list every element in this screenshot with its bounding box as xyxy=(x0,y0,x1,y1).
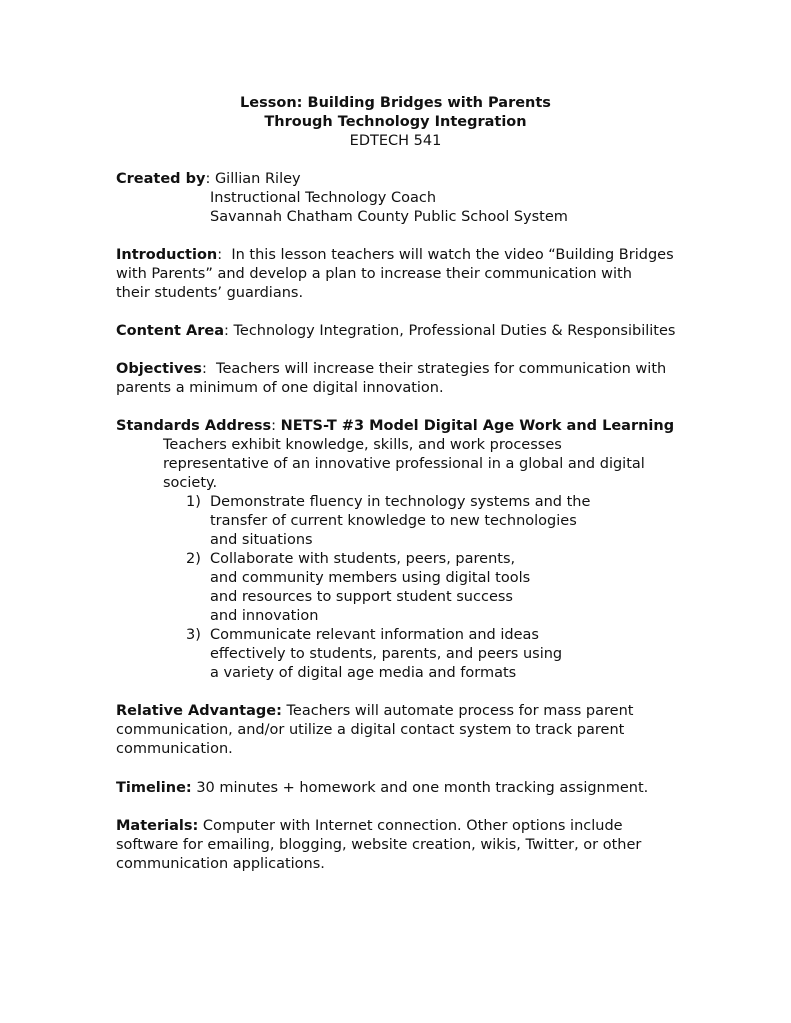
list-item xyxy=(116,550,676,626)
timeline-text: 30 minutes + homework and one month tracking assignment. xyxy=(196,780,649,796)
materials-text-line: software for emailing, blogging, website creation, wikis, Twitter, or other xyxy=(116,837,642,853)
content-area-text: Technology Integration, Professional Duties & Responsibilites xyxy=(233,323,676,339)
relative-advantage-text-line: Teachers will automate process for mass parent xyxy=(286,703,634,719)
list-item-line: and situations xyxy=(210,532,313,548)
introduction-text-line: their students’ guardians. xyxy=(116,285,304,301)
relative-advantage-label: Relative Advantage: xyxy=(116,703,282,719)
list-item xyxy=(116,493,676,550)
course-code: EDTECH 541 xyxy=(349,133,442,149)
standard-description-line: society. xyxy=(163,475,218,491)
list-item xyxy=(116,626,676,683)
list-item-line: Collaborate with students, peers, parents, xyxy=(210,551,516,567)
objectives-text-line: Teachers will increase their strategies for communication with xyxy=(216,361,667,377)
standard-name: NETS-T #3 Model Digital Age Work and Learning xyxy=(280,418,675,434)
lesson-subtitle: Through Technology Integration xyxy=(264,114,527,130)
materials-text-line: Computer with Internet connection. Other options include xyxy=(202,818,623,834)
author-role: Instructional Technology Coach xyxy=(210,190,437,206)
timeline-label: Timeline: xyxy=(116,780,192,796)
list-item-number: 1) xyxy=(186,494,201,510)
author-name: Gillian Riley xyxy=(214,171,301,187)
lesson-title: Lesson: Building Bridges with Parents xyxy=(240,95,551,111)
list-item-line: a variety of digital age media and formats xyxy=(210,665,517,681)
standard-description xyxy=(116,436,663,493)
list-item-line: transfer of current knowledge to new technologies xyxy=(210,513,577,529)
list-item-line: effectively to students, parents, and peers using xyxy=(210,646,563,662)
relative-advantage-text-line: communication. xyxy=(116,741,233,757)
objectives-label: Objectives xyxy=(116,361,202,377)
created-by-label: Created by xyxy=(116,171,206,187)
relative-advantage-text-line: communication, and/or utilize a digital contact system to track parent xyxy=(116,722,625,738)
list-item-line: and resources to support student success xyxy=(210,589,513,605)
standard-indicators-list xyxy=(116,493,676,683)
standard-description-line: Teachers exhibit knowledge, skills, and work processes xyxy=(163,437,562,453)
content-area-section: Content Area: Technology Integration, Professional Duties & Responsibilites xyxy=(116,323,676,339)
materials-section xyxy=(116,817,676,874)
standard-description-line: representative of an innovative professional in a global and digital xyxy=(163,456,645,472)
relative-advantage-section xyxy=(116,702,676,759)
created-by-section: Created by: Gillian Riley Instructional Technology Coach Savannah Chatham County Public School System xyxy=(116,170,676,227)
introduction-section: Introduction: In this lesson teachers will watch the video “Building Bridges with Parents” and develop a plan to increase their communication with their students’ guardians. xyxy=(116,246,676,303)
standards-label: Standards Address xyxy=(116,418,272,434)
standards-section: Standards Address: NETS-T #3 Model Digital Age Work and Learning Teachers exhibit knowledge, skills, and work processes representative of an innovative professional in a global and digital society. 1) Demonstrate fluency in technology systems and the transfer of current knowledge to new technologies and situations 2) Collaborate with students, peers, parents, and community members using digital tools and resources to support student success and innovation 3) Communicate relevant information and ideas effectively to students, parents, and peers using a variety of digital age media and formats xyxy=(116,418,675,681)
content-area-label: Content Area xyxy=(116,323,224,339)
objectives-section: Objectives: Teachers will increase their strategies for communication with parents a minimum of one digital innovation. xyxy=(116,360,676,398)
list-item-line: and innovation xyxy=(210,608,319,624)
timeline-section xyxy=(116,779,676,798)
lesson-title-block xyxy=(0,94,791,151)
list-item-line: Communicate relevant information and ideas xyxy=(210,627,539,643)
list-item-line: and community members using digital tools xyxy=(210,570,531,586)
introduction-label: Introduction xyxy=(116,247,218,263)
introduction-text-line: In this lesson teachers will watch the video “Building Bridges xyxy=(231,247,674,263)
materials-text-line: communication applications. xyxy=(116,856,325,872)
materials-label: Materials: xyxy=(116,818,199,834)
author-organization: Savannah Chatham County Public School System xyxy=(210,209,568,225)
list-item-line: Demonstrate fluency in technology systems and the xyxy=(210,494,591,510)
objectives-text-line: parents a minimum of one digital innovation. xyxy=(116,380,444,396)
introduction-text-line: with Parents” and develop a plan to increase their communication with xyxy=(116,266,632,282)
list-item-number: 3) xyxy=(186,627,201,643)
list-item-number: 2) xyxy=(186,551,201,567)
